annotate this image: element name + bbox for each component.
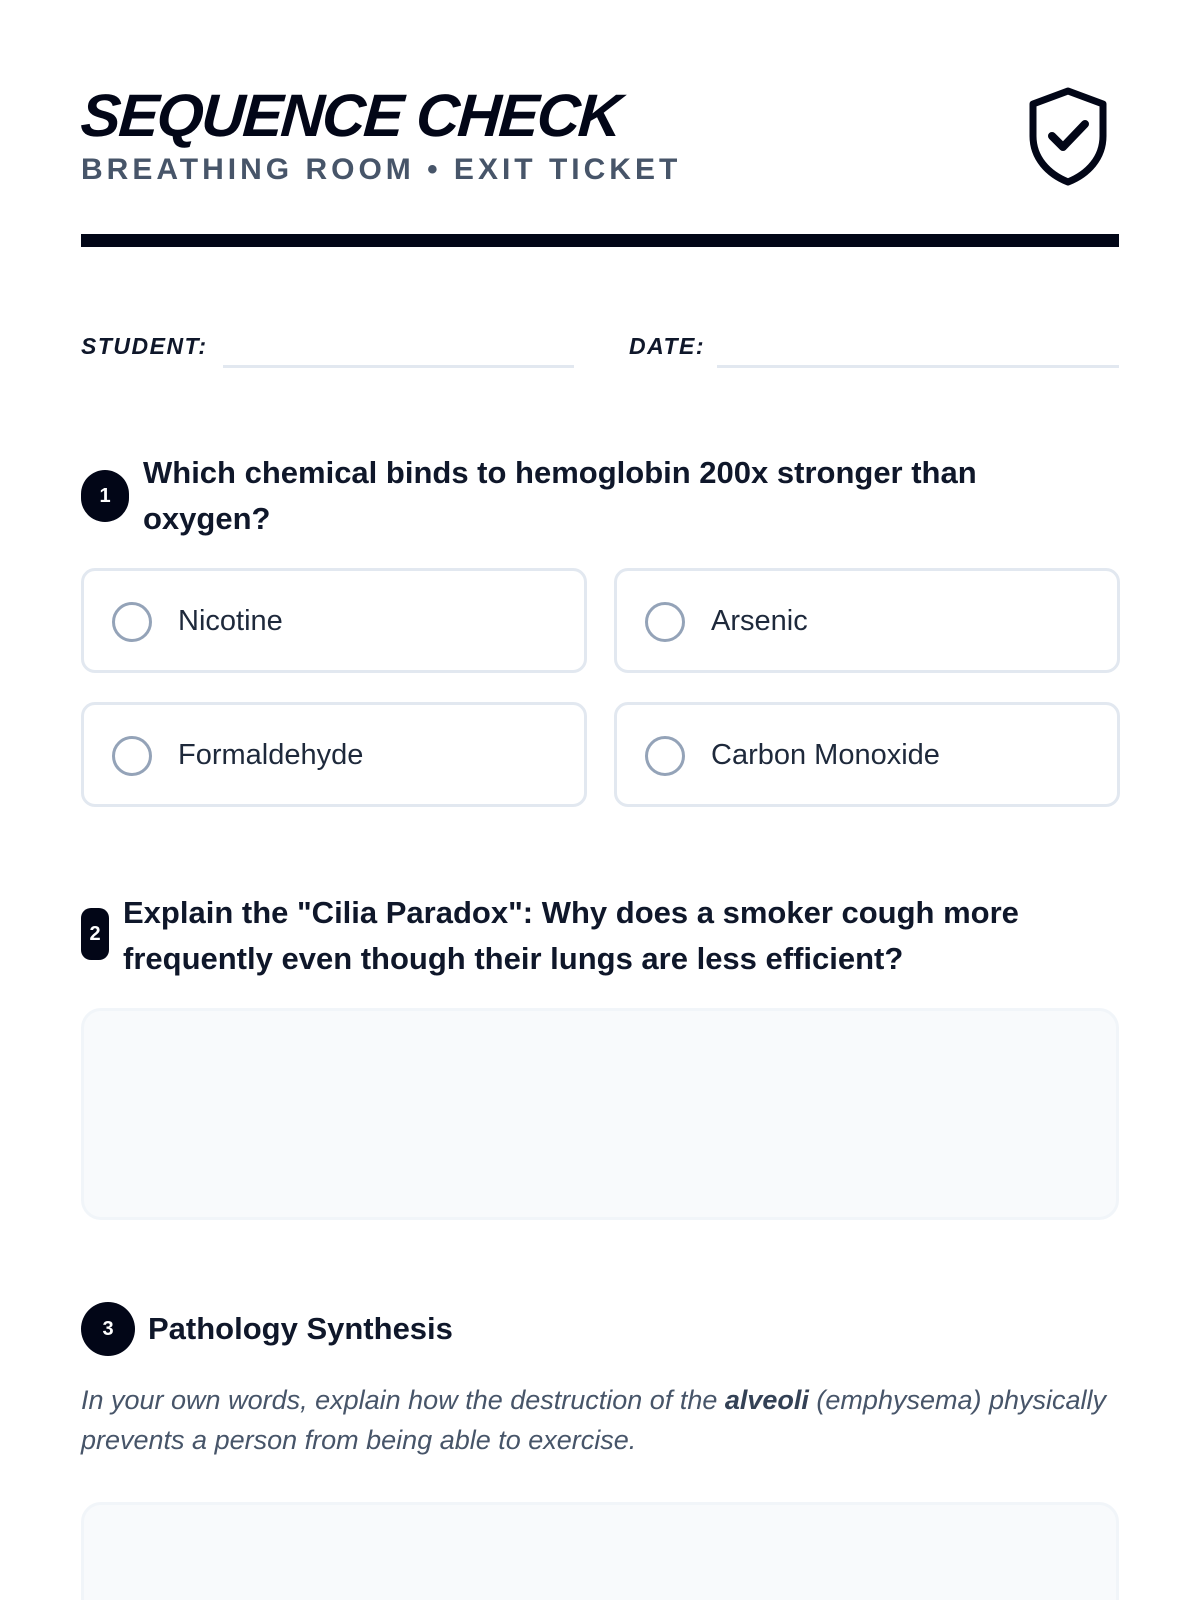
- question-text: Explain the "Cilia Paradox": Why does a smoker cough more frequently even though their lungs are less efficient?: [123, 895, 1019, 976]
- date-label: DATE:: [629, 333, 706, 359]
- option-label: Formaldehyde: [178, 739, 364, 771]
- option-label: Nicotine: [178, 605, 283, 637]
- question-number-badge: 3: [81, 1302, 135, 1356]
- option-label: Carbon Monoxide: [711, 739, 940, 771]
- student-label: STUDENT:: [81, 333, 208, 359]
- student-name-field[interactable]: [223, 365, 574, 368]
- question-text: Which chemical binds to hemoglobin 200x stronger than oxygen?: [143, 455, 977, 536]
- page-title: SEQUENCE CHECK: [78, 82, 623, 149]
- header-divider: [81, 234, 1119, 247]
- question-2: [81, 890, 1119, 990]
- option-arsenic[interactable]: [614, 568, 1120, 673]
- answer-textarea-q3[interactable]: [81, 1502, 1119, 1600]
- question-instructions: [81, 1380, 1119, 1460]
- question-text: Pathology Synthesis: [148, 1311, 453, 1346]
- student-info-row: [81, 330, 1119, 370]
- radio-circle-icon[interactable]: [112, 736, 152, 776]
- page-subtitle: BREATHING ROOM • EXIT TICKET: [81, 153, 682, 186]
- radio-circle-icon[interactable]: [645, 736, 685, 776]
- shield-check-icon: [1025, 86, 1111, 186]
- option-label: Arsenic: [711, 605, 808, 637]
- question-1: [81, 450, 1119, 550]
- option-carbon-monoxide[interactable]: [614, 702, 1120, 807]
- option-nicotine[interactable]: [81, 568, 587, 673]
- option-formaldehyde[interactable]: [81, 702, 587, 807]
- instructions-keyword: alveoli: [724, 1385, 809, 1415]
- header: [78, 80, 1119, 245]
- question-number-badge: 1: [81, 470, 129, 522]
- question-3: [81, 1302, 1119, 1356]
- answer-textarea-q2[interactable]: [81, 1008, 1119, 1220]
- radio-circle-icon[interactable]: [645, 602, 685, 642]
- radio-circle-icon[interactable]: [112, 602, 152, 642]
- instructions-text: In your own words, explain how the destruction of the: [81, 1385, 725, 1415]
- date-field[interactable]: [717, 365, 1119, 368]
- question-number-badge: 2: [81, 908, 109, 960]
- instructions-text-end: (emphysema) physically prevents a person from being able to exercise.: [81, 1385, 1107, 1455]
